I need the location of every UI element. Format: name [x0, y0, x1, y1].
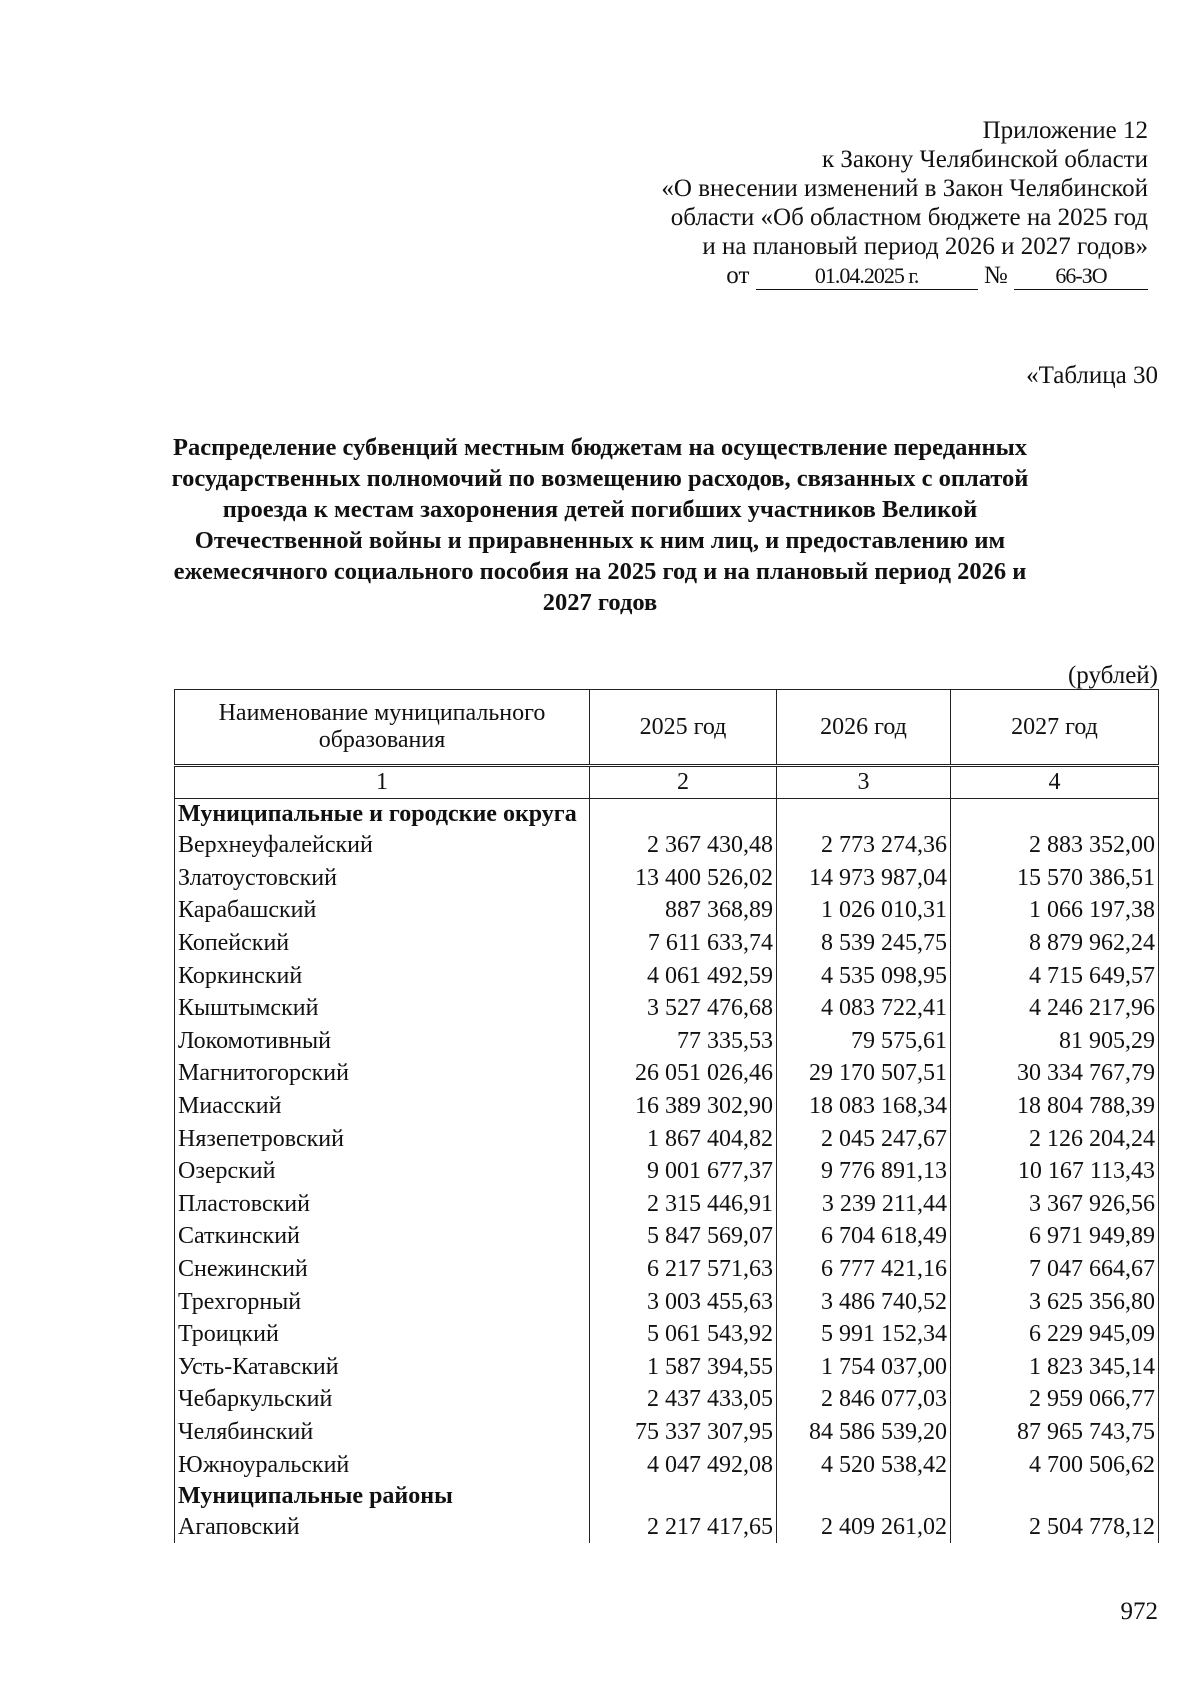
- municipality-name: Златоустовский: [175, 862, 590, 895]
- value-2025: 2 315 446,91: [590, 1188, 777, 1221]
- law-date-field: [756, 263, 978, 290]
- appendix-line: Приложение 12: [982, 117, 1148, 144]
- table-row: [175, 1090, 1159, 1123]
- table-row: [175, 1057, 1159, 1090]
- law-number-field: [1014, 263, 1148, 290]
- appendix-line: и на плановый период 2026 и 2027 годов»: [702, 233, 1148, 260]
- value-2025: 2 437 433,05: [590, 1383, 777, 1416]
- municipality-name: Снежинский: [175, 1253, 590, 1286]
- value-2025: 77 335,53: [590, 1025, 777, 1058]
- header-municipality: Наименование муниципального образования: [175, 690, 590, 766]
- section-title: Муниципальные и городские округа: [175, 799, 590, 830]
- table-row: [175, 1155, 1159, 1188]
- appendix-line: к Закону Челябинской области: [822, 146, 1148, 173]
- table-row: [175, 1122, 1159, 1155]
- value-2025: 4 047 492,08: [590, 1448, 777, 1481]
- value-2026: 14 973 987,04: [777, 862, 951, 895]
- table-header-row: [175, 690, 1159, 766]
- value-2026: 4 083 722,41: [777, 992, 951, 1025]
- municipality-name: Челябинский: [175, 1416, 590, 1449]
- value-2027: 2 126 204,24: [951, 1122, 1159, 1155]
- value-2026: 2 773 274,36: [777, 829, 951, 862]
- municipality-name: Нязепетровский: [175, 1122, 590, 1155]
- municipality-name: Коркинский: [175, 959, 590, 992]
- document-title: Распределение субвенций местным бюджетам на осуществление переданных государственных полномочий по возмещению расходов, связанных с оплатой проезда к местам захоронения детей погибших участников Великой Отечественной войны и приравненных к ним лиц, и предоставлению им ежемесячного социального пособия на 2025 год и на плановый период 2026 и 2027 годов: [171, 434, 1029, 616]
- table-row: [175, 1188, 1159, 1221]
- value-2027: 81 905,29: [951, 1025, 1159, 1058]
- table-row: [175, 1383, 1159, 1416]
- value-2025: 3 003 455,63: [590, 1285, 777, 1318]
- table-row: [175, 992, 1159, 1025]
- value-2026: 9 776 891,13: [777, 1155, 951, 1188]
- municipality-name: Миасский: [175, 1090, 590, 1123]
- value-2027: 2 883 352,00: [951, 829, 1159, 862]
- table-body: [175, 766, 1159, 1544]
- value-2025: 1 587 394,55: [590, 1351, 777, 1384]
- municipality-name: Озерский: [175, 1155, 590, 1188]
- value-2025: 16 389 302,90: [590, 1090, 777, 1123]
- column-number: 1: [175, 766, 590, 799]
- value-2025: 5 847 569,07: [590, 1220, 777, 1253]
- date-prefix: от: [726, 262, 750, 289]
- value-2025: 4 061 492,59: [590, 959, 777, 992]
- value-2025: 2 367 430,48: [590, 829, 777, 862]
- section-row-urban-districts: [175, 799, 1159, 830]
- value-2025: 75 337 307,95: [590, 1416, 777, 1449]
- value-2026: 3 239 211,44: [777, 1188, 951, 1221]
- page-number: 972: [1120, 1598, 1158, 1625]
- municipality-name: Саткинский: [175, 1220, 590, 1253]
- value-2026: 6 777 421,16: [777, 1253, 951, 1286]
- value-2027: 2 504 778,12: [951, 1511, 1159, 1544]
- value-2026: 1 754 037,00: [777, 1351, 951, 1384]
- table-row: [175, 1253, 1159, 1286]
- value-2027: 6 971 949,89: [951, 1220, 1159, 1253]
- value-2027: 18 804 788,39: [951, 1090, 1159, 1123]
- table-row: [175, 959, 1159, 992]
- value-2025: 3 527 476,68: [590, 992, 777, 1025]
- value-2025: 887 368,89: [590, 894, 777, 927]
- value-2026: 8 539 245,75: [777, 927, 951, 960]
- municipality-name: Магнитогорский: [175, 1057, 590, 1090]
- subventions-table: [174, 689, 1159, 1543]
- table-row: [175, 1220, 1159, 1253]
- column-number: 3: [777, 766, 951, 799]
- municipality-name: Агаповский: [175, 1511, 590, 1544]
- table-row: [175, 829, 1159, 862]
- header-2025: 2025 год: [590, 690, 777, 766]
- municipality-name: Кыштымский: [175, 992, 590, 1025]
- table-label: «Таблица 30: [1026, 362, 1158, 389]
- table-row: [175, 1511, 1159, 1544]
- municipality-name: Трехгорный: [175, 1285, 590, 1318]
- value-2027: 1 823 345,14: [951, 1351, 1159, 1384]
- table-row: [175, 1351, 1159, 1384]
- value-2026: 5 991 152,34: [777, 1318, 951, 1351]
- value-2027: 2 959 066,77: [951, 1383, 1159, 1416]
- value-2025: 1 867 404,82: [590, 1122, 777, 1155]
- appendix-header: [508, 116, 1148, 290]
- value-2026: 4 520 538,42: [777, 1448, 951, 1481]
- table-row: [175, 1318, 1159, 1351]
- appendix-line: «О внесении изменений в Закон Челябинской: [661, 175, 1148, 202]
- value-2026: 4 535 098,95: [777, 959, 951, 992]
- value-2027: 87 965 743,75: [951, 1416, 1159, 1449]
- value-2027: 7 047 664,67: [951, 1253, 1159, 1286]
- law-number-value: 66-ЗО: [1055, 263, 1107, 288]
- value-2027: 6 229 945,09: [951, 1318, 1159, 1351]
- value-2027: 4 246 217,96: [951, 992, 1159, 1025]
- value-2027: 8 879 962,24: [951, 927, 1159, 960]
- column-number-row: [175, 766, 1159, 799]
- value-2026: 3 486 740,52: [777, 1285, 951, 1318]
- municipality-name: Чебаркульский: [175, 1383, 590, 1416]
- table-row: [175, 1448, 1159, 1481]
- value-2027: 10 167 113,43: [951, 1155, 1159, 1188]
- table-row: [175, 1025, 1159, 1058]
- value-2025: 7 611 633,74: [590, 927, 777, 960]
- table-row: [175, 862, 1159, 895]
- header-2027: 2027 год: [951, 690, 1159, 766]
- municipality-name: Карабашский: [175, 894, 590, 927]
- section-title: Муниципальные районы: [175, 1481, 590, 1511]
- number-prefix: №: [983, 262, 1008, 289]
- header-2026: 2026 год: [777, 690, 951, 766]
- value-2027: 4 700 506,62: [951, 1448, 1159, 1481]
- value-2026: 18 083 168,34: [777, 1090, 951, 1123]
- municipality-name: Южноуральский: [175, 1448, 590, 1481]
- table-row: [175, 1285, 1159, 1318]
- column-number: 2: [590, 766, 777, 799]
- value-2025: 13 400 526,02: [590, 862, 777, 895]
- law-date-value: 01.04.2025 г.: [814, 263, 919, 288]
- value-2025: 6 217 571,63: [590, 1253, 777, 1286]
- municipality-name: Троицкий: [175, 1318, 590, 1351]
- value-2026: 2 409 261,02: [777, 1511, 951, 1544]
- value-2027: 1 066 197,38: [951, 894, 1159, 927]
- appendix-line: области «Об областном бюджете на 2025 год: [670, 204, 1148, 231]
- units-label: (рублей): [1067, 662, 1158, 689]
- municipality-name: Верхнеуфалейский: [175, 829, 590, 862]
- municipality-name: Пластовский: [175, 1188, 590, 1221]
- value-2027: 15 570 386,51: [951, 862, 1159, 895]
- section-row-municipal-districts: [175, 1481, 1159, 1511]
- value-2025: 26 051 026,46: [590, 1057, 777, 1090]
- municipality-name: Усть-Катавский: [175, 1351, 590, 1384]
- value-2026: 29 170 507,51: [777, 1057, 951, 1090]
- municipality-name: Копейский: [175, 927, 590, 960]
- municipality-name: Локомотивный: [175, 1025, 590, 1058]
- column-number: 4: [951, 766, 1159, 799]
- table-row: [175, 894, 1159, 927]
- value-2025: 5 061 543,92: [590, 1318, 777, 1351]
- value-2027: 4 715 649,57: [951, 959, 1159, 992]
- value-2026: 2 045 247,67: [777, 1122, 951, 1155]
- law-signature-line: [508, 261, 1148, 290]
- value-2026: 79 575,61: [777, 1025, 951, 1058]
- value-2026: 6 704 618,49: [777, 1220, 951, 1253]
- value-2027: 3 367 926,56: [951, 1188, 1159, 1221]
- table-row: [175, 1416, 1159, 1449]
- value-2025: 9 001 677,37: [590, 1155, 777, 1188]
- table-row: [175, 927, 1159, 960]
- value-2026: 84 586 539,20: [777, 1416, 951, 1449]
- value-2027: 30 334 767,79: [951, 1057, 1159, 1090]
- value-2025: 2 217 417,65: [590, 1511, 777, 1544]
- value-2026: 1 026 010,31: [777, 894, 951, 927]
- value-2027: 3 625 356,80: [951, 1285, 1159, 1318]
- value-2026: 2 846 077,03: [777, 1383, 951, 1416]
